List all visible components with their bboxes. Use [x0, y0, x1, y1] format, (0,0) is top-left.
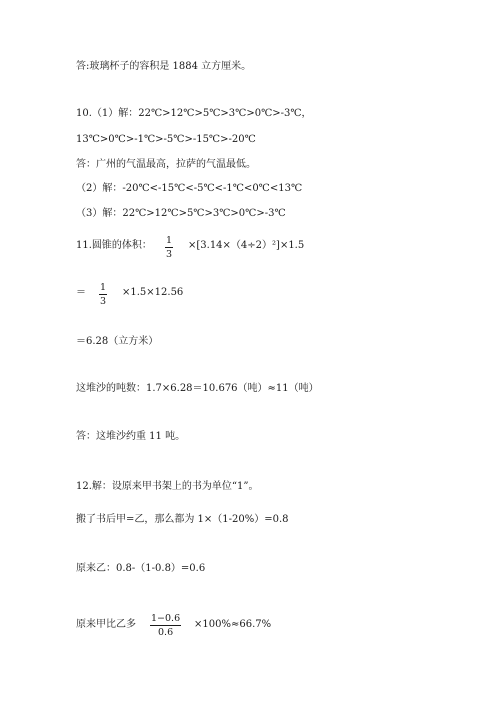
equals-sign: ＝ — [76, 287, 86, 298]
fraction-numerator: 1 — [166, 235, 173, 246]
fraction-one-third — [99, 282, 107, 307]
q10-part1-line1: 10.（1）解：22℃>12℃>5℃>3℃>0℃>-3℃， — [76, 108, 312, 119]
fraction-numerator: 1 — [100, 282, 107, 293]
q10-part3: （3）解：22℃>12℃>5℃>3℃>0℃>-3℃ — [76, 208, 286, 219]
q10-answer: 答：广州的气温最高，拉萨的气温最低。 — [76, 159, 256, 170]
fraction-bar — [150, 625, 181, 626]
fraction-denominator: 3 — [166, 249, 173, 260]
fraction-denominator: 0.6 — [158, 627, 174, 638]
q11-answer: 答：这堆沙约重 11 吨。 — [76, 431, 186, 442]
q10-part2: （2）解：-20℃<-15℃<-5℃<-1℃<0℃<13℃ — [76, 183, 303, 194]
q11-step2-expression: ×1.5×12.56 — [122, 287, 184, 298]
fraction-one-third — [165, 235, 173, 260]
q12-after-move: 搬了书后甲=乙，那么都为 1×（1-20%）=0.8 — [76, 514, 289, 525]
fraction-bar — [165, 247, 173, 248]
fraction-difference-ratio — [150, 613, 181, 638]
q12-percentage-result: ×100%≈66.7% — [194, 619, 272, 630]
fraction-numerator: 1−0.6 — [151, 613, 181, 624]
q11-sand-tons: 这堆沙的吨数：1.7×6.28＝10.676（吨）≈11（吨） — [76, 383, 319, 394]
fraction-bar — [99, 294, 107, 295]
q11-expression: ×[3.14×（4÷2）²]×1.5 — [188, 240, 305, 251]
q12-percentage-label: 原来甲比乙多 — [76, 619, 136, 630]
fraction-denominator: 3 — [100, 296, 107, 307]
q11-result: ＝6.28（立方米） — [76, 336, 159, 347]
q10-part1-line2: 13℃>0℃>-1℃>-5℃>-15℃>-20℃ — [76, 134, 256, 145]
answer-glass-volume: 答:玻璃杯子的容积是 1884 立方厘米。 — [76, 61, 252, 72]
q11-label: 11.圆锥的体积： — [76, 240, 152, 251]
q12-original-b: 原来乙：0.8-（1-0.8）=0.6 — [76, 563, 206, 574]
q12-setup: 12.解：设原来甲书架上的书为单位“1”。 — [76, 481, 259, 492]
